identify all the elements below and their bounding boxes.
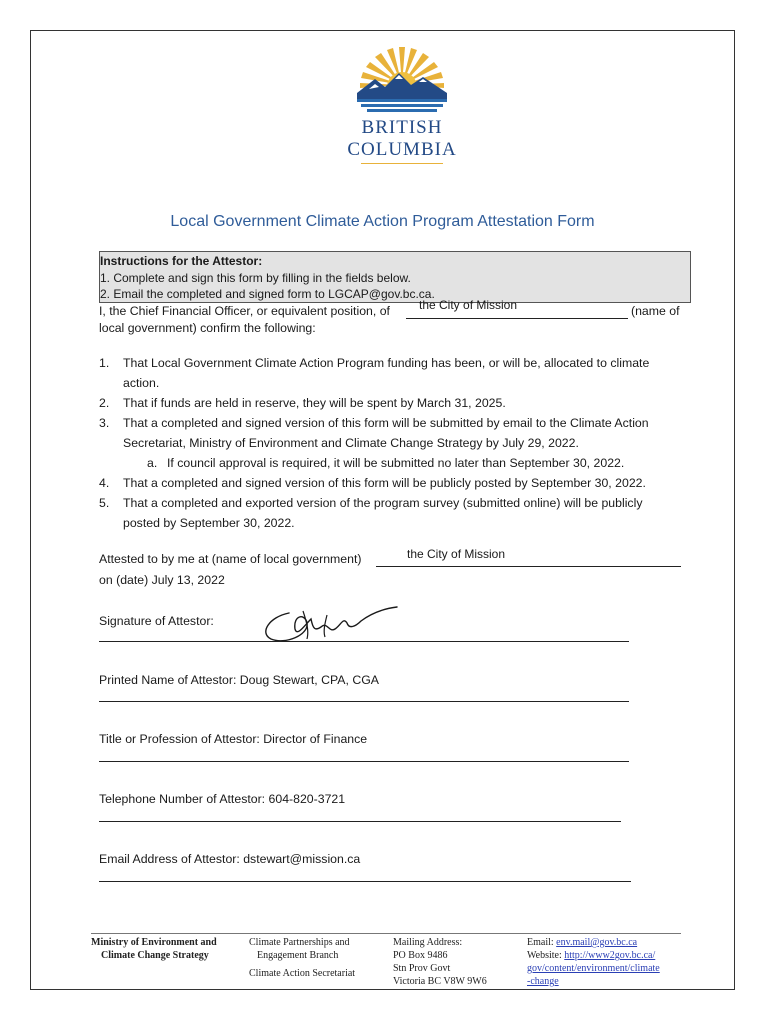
printed-name-field[interactable]: Printed Name of Attestor: Doug Stewart, CPA, CGA	[99, 673, 379, 687]
logo-underline	[361, 163, 443, 164]
footer-email-link[interactable]: env.mail@gov.bc.ca	[556, 937, 638, 948]
attested-prefix: Attested to by me at (name of local government)	[99, 552, 362, 566]
footer-email	[527, 937, 637, 950]
attested-date: on (date) July 13, 2022	[99, 573, 225, 587]
footer-ministry-2: Climate Change Strategy	[101, 950, 209, 961]
telephone-underline	[99, 821, 621, 822]
list-item: 4. That a completed and signed version of this form will be publicly posted by September 30, 2022.	[99, 476, 646, 490]
cfo-line2: local government) confirm the following:	[99, 321, 316, 335]
bc-logo	[347, 45, 457, 170]
list-item: Secretariat, Ministry of Environment and Climate Change Strategy by July 29, 2022.	[123, 436, 579, 450]
list-item: a. If council approval is required, it will be submitted no later than September 30, 2022.	[147, 456, 625, 470]
footer-branch-1: Climate Partnerships and	[249, 937, 350, 948]
signature-label: Signature of Attestor:	[99, 614, 214, 628]
list-item: 5. That a completed and exported version of the program survey (submitted online) will be publicly	[99, 496, 643, 510]
footer-web	[527, 950, 655, 963]
footer-web-link-3[interactable]: -change	[527, 976, 559, 987]
telephone-field[interactable]: Telephone Number of Attestor: 604-820-3721	[99, 792, 346, 806]
list-item: posted by September 30, 2022.	[123, 516, 295, 530]
signature-underline[interactable]	[99, 641, 629, 642]
confirmation-list	[99, 353, 699, 533]
form-title: Local Government Climate Action Program Attestation Form	[170, 213, 595, 230]
list-item: 1. That Local Government Climate Action Program funding has been, or will be, allocated to climate	[99, 356, 650, 370]
footer-web-label: Website:	[527, 950, 562, 961]
form-page	[30, 30, 735, 990]
footer-branch-2: Engagement Branch	[257, 950, 339, 961]
footer-branch-3: Climate Action Secretariat	[249, 968, 356, 979]
instructions-box	[99, 251, 691, 303]
cfo-suffix: (name of	[631, 304, 680, 318]
cfo-prefix: I, the Chief Financial Officer, or equivalent position, of	[99, 304, 390, 318]
list-item: 2. That if funds are held in reserve, they will be spent by March 31, 2025.	[99, 396, 506, 410]
footer-email-label: Email:	[527, 937, 554, 948]
instructions-heading: Instructions for the Attestor:	[100, 254, 263, 268]
cfo-local-government-field[interactable]: the City of Mission	[419, 298, 518, 312]
printed-name-underline	[99, 701, 629, 702]
cfo-underline	[406, 318, 628, 319]
bc-sun-mountain-icon	[347, 45, 457, 115]
footer-divider	[91, 933, 681, 934]
logo-text-columbia: COLUMBIA	[347, 139, 457, 160]
email-field[interactable]: Email Address of Attestor: dstewart@mission.ca	[99, 852, 361, 866]
footer-mail-label: Mailing Address:	[393, 937, 463, 948]
email-underline	[99, 881, 631, 882]
footer-web-link-2[interactable]: gov/content/environment/climate	[527, 963, 660, 974]
attested-local-government-field[interactable]: the City of Mission	[407, 547, 506, 561]
title-profession-underline	[99, 761, 629, 762]
title-profession-field[interactable]: Title or Profession of Attestor: Director of Finance	[99, 732, 368, 746]
footer-mail-3: Victoria BC V8W 9W6	[393, 976, 487, 987]
logo-text-british: BRITISH	[361, 117, 443, 138]
instructions-item-1: 1. Complete and sign this form by filling in the fields below.	[100, 270, 411, 285]
footer-web-link-1[interactable]: http://www2gov.bc.ca/	[564, 950, 656, 961]
list-item: action.	[123, 376, 160, 390]
attested-underline	[376, 566, 681, 567]
list-item: 3. That a completed and signed version of this form will be submitted by email to the Climate Action	[99, 416, 649, 430]
footer-mail-1: PO Box 9486	[393, 950, 448, 961]
instructions-item-2: 2. Email the completed and signed form to LGCAP@gov.bc.ca.	[100, 287, 435, 301]
footer-mail-2: Stn Prov Govt	[393, 963, 451, 974]
footer-ministry-1: Ministry of Environment and	[91, 937, 217, 948]
